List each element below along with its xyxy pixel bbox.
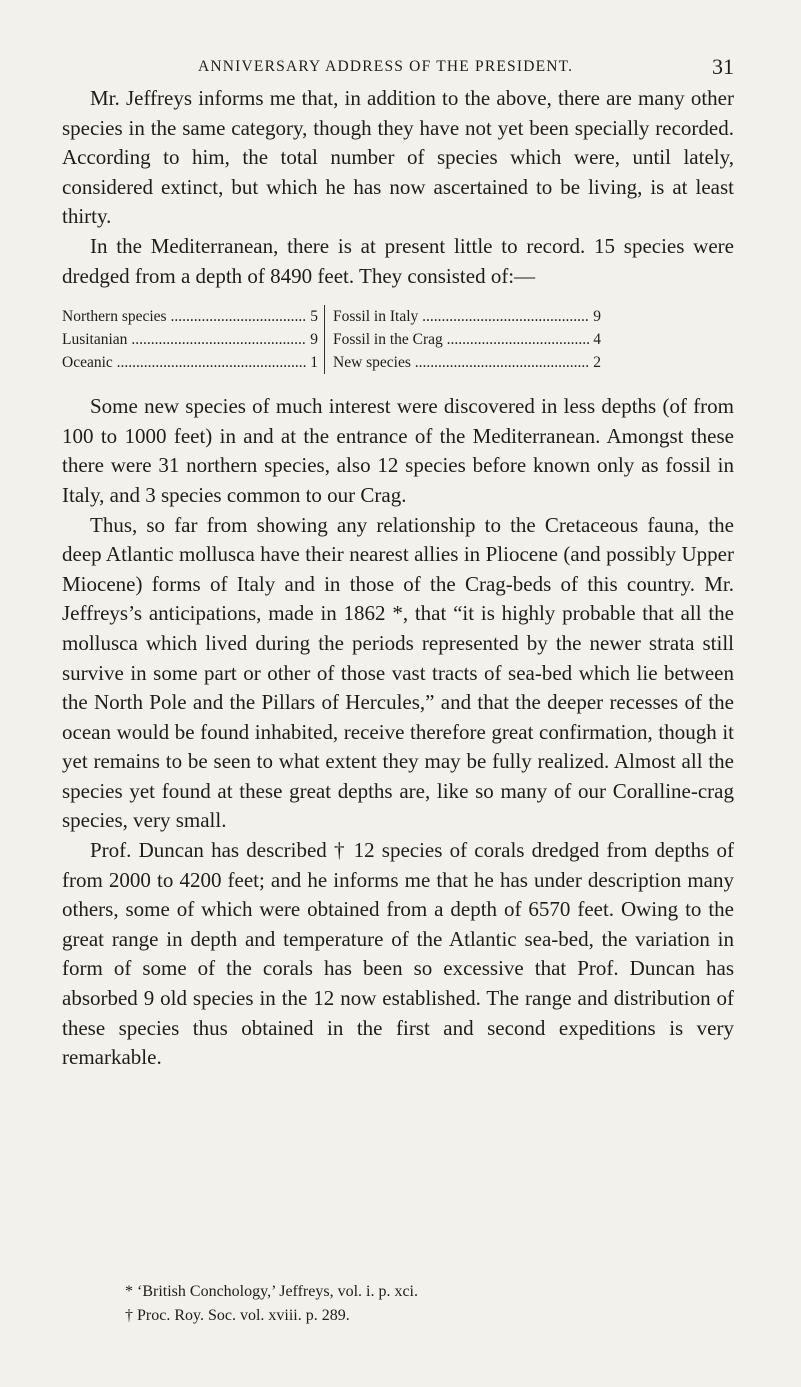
paragraph-1: Mr. Jeffreys informs me that, in addition to the above, there are many other species in the same category, though they have not yet been specially recorded. According to him, the total number of species which were, until lately, considered extinct, but which he has now ascertained to be living, is at least thirty.: [62, 86, 734, 229]
table-row: [62, 351, 318, 374]
row-count: 9: [593, 308, 601, 326]
table-row: [62, 328, 318, 351]
species-table-right-column: [324, 305, 601, 374]
footnotes: [125, 1280, 685, 1328]
row-label: Northern species .....: [62, 305, 306, 328]
running-head: ANNIVERSARY ADDRESS OF THE PRESIDENT.: [198, 58, 574, 75]
row-count: 5: [310, 308, 318, 326]
footnote-1: * ‘British Conchology,’ Jeffreys, vol. i. p. xci.: [125, 1283, 418, 1300]
page-number: 31: [712, 54, 734, 79]
species-table-left-column: [62, 305, 318, 374]
table-row: [333, 351, 601, 374]
row-label: Oceanic .....: [62, 351, 306, 374]
table-row: [333, 328, 601, 351]
table-row: [62, 305, 318, 328]
row-count: 9: [310, 331, 318, 349]
paragraph-4: Thus, so far from showing any relationship to the Cretaceous fauna, the deep Atlantic mollusca have their nearest allies in Pliocene (and possibly Upper Miocene) forms of Italy and in those of the Crag-beds of this country. Mr. Jeffreys’s anticipations, made in 1862 *, that “it is highly probable that all the mollusca which lived during the periods represented by the newer strata still survive in some part or other of those vast tracts of sea-bed which lie between the North Pole and the Pillars of Hercules,” and that the deeper recesses of the ocean would be found inhabited, receive therefore great confirmation, though it yet remains to be seen to what extent they may be fully realized. Almost all the species yet found at these great depths are, like so many of our Coralline-crag species, very small.: [62, 512, 734, 833]
row-count: 2: [593, 354, 601, 372]
paragraph-3: Some new species of much interest were discovered in less depths (of from 100 to 1000 feet) in and at the entrance of the Mediterranean. Amongst these there were 31 northern species, also 12 species before known only as fossil in Italy, and 3 species common to our Crag.: [62, 394, 734, 507]
paragraph-2: In the Mediterranean, there is at present little to record. 15 species were dredged from a depth of 8490 feet. They consisted of:—: [62, 233, 734, 288]
body-text: [62, 84, 734, 1073]
row-label: Fossil in Italy .....: [333, 305, 589, 328]
row-label: New species .....: [333, 351, 589, 374]
row-label: Lusitanian .....: [62, 328, 306, 351]
row-label: Fossil in the Crag .....: [333, 328, 589, 351]
table-row: [333, 305, 601, 328]
row-count: 1: [310, 354, 318, 372]
row-count: 4: [593, 331, 601, 349]
paragraph-5: Prof. Duncan has described † 12 species of corals dredged from depths of from 2000 to 4200 feet; and he informs me that he has under description many others, some of which were obtained from a depth of 6570 feet. Owing to the great range in depth and temperature of the Atlantic sea-bed, the variation in form of some of the corals has been so excessive that Prof. Duncan has absorbed 9 old species in the 12 now established. The range and distribution of these species thus obtained in the first and second expeditions is very remarkable.: [62, 838, 734, 1070]
page-header: [62, 54, 734, 80]
footnote-2: † Proc. Roy. Soc. vol. xviii. p. 289.: [125, 1307, 350, 1324]
species-table: [62, 305, 734, 374]
